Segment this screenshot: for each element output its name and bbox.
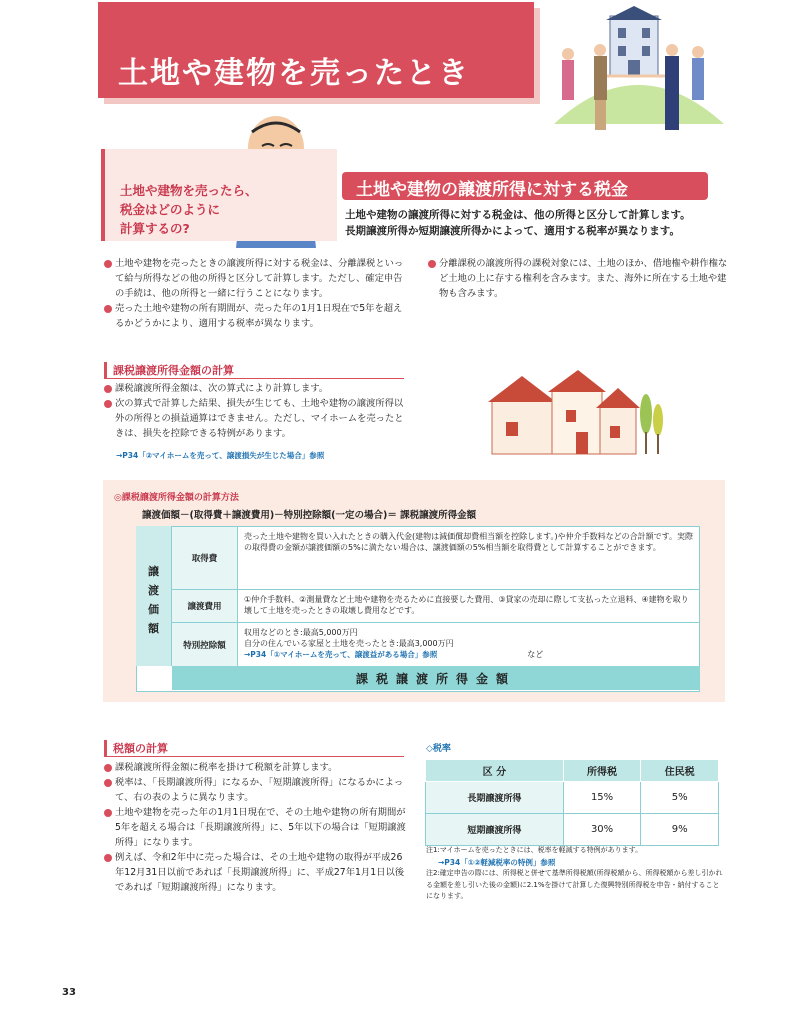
row-text-acquisition: 売った土地や建物を買い入れたときの購入代金(建物は減価償却費相当額を控除します。)や仲介手数料などの合計額です。実際の取得費の金額が譲渡価額の5%に満たない場合は、譲渡価額の5%相当額を取得費として計算することができます。	[244, 532, 693, 552]
tax-bullet: 土地や建物を売った年の1月1日現在で、その土地や建物の所有期間が5年を超える場合は「長期譲渡所得」に、5年以下の場合は「短期譲渡所得」になります。	[104, 805, 410, 850]
tax-heading: 税額の計算	[104, 740, 404, 757]
rate-cell: 長期譲渡所得	[426, 782, 564, 814]
intro-right	[428, 256, 728, 301]
vertical-char: 譲	[148, 565, 159, 578]
handshake-illustration	[548, 6, 728, 140]
row-label-special-deduction: 特別控除額	[172, 623, 238, 666]
section-title: 土地や建物の譲渡所得に対する税金	[356, 180, 628, 200]
intro-bullet: 売った土地や建物の所有期間が、売った年の1月1日現在で5年を超えるかどうかにより、適用する税率が異なります。	[104, 301, 410, 331]
rate-header: 区 分	[426, 760, 564, 782]
page-number: 33	[62, 987, 76, 998]
section-lead	[345, 207, 725, 239]
calc-bullet: 課税譲渡所得金額は、次の算式により計算します。	[104, 381, 410, 396]
rate-header-row	[426, 760, 719, 782]
tax-bullet: 税率は、「長期譲渡所得」になるか、「短期譲渡所得」になるかによって、右の表のように異なります。	[104, 775, 410, 805]
note-reference-link[interactable]: →P34「①②軽減税率の特例」参照	[438, 857, 556, 867]
row-text-transfer-cost: ①仲介手数料、②測量費など土地や建物を売るために直接要した費用、③貸家の売却に際して支払った立退料、④建物を取り壊して土地を売ったときの取壊し費用などです。	[244, 595, 689, 615]
intro-bullet: 土地や建物を売ったときの譲渡所得に対する税金は、分離課税といって給与所得などの他の所得と区分して計算します。ただし、確定申告の手続は、他の所得と一緒に行うことになります。	[104, 256, 410, 301]
rate-cell: 15%	[563, 782, 641, 814]
row-label-transfer-cost: 譲渡費用	[172, 590, 238, 622]
intro-bullet: 分離課税の譲渡所得の課税対象には、土地のほか、借地権や耕作権など土地の上に存する権利を含みます。また、海外に所在する土地や建物も含みます。	[428, 256, 728, 301]
houses-illustration	[486, 370, 666, 456]
lead-line: 長期譲渡所得か短期譲渡所得かによって、適用する税率が異なります。	[345, 225, 680, 237]
rate-cell: 30%	[563, 814, 641, 846]
calc-formula: 譲渡価額－(取得費＋譲渡費用)－特別控除額(一定の場合)＝ 課税譲渡所得金額	[142, 510, 477, 521]
vertical-char: 価	[148, 603, 159, 616]
vertical-label	[136, 526, 172, 666]
calc-reference-link[interactable]: →P34「②マイホームを売って、譲渡損失が生じた場合」参照	[116, 451, 325, 460]
deduction-line: 自分の住んでいる家屋と土地を売ったとき:最高3,000万円	[244, 639, 454, 648]
calc-bullets	[104, 381, 410, 441]
rate-cell: 短期譲渡所得	[426, 814, 564, 846]
rate-header: 住民税	[641, 760, 719, 782]
tax-bullet: 課税譲渡所得金額に税率を掛けて税額を計算します。	[104, 760, 410, 775]
total-bar: 課税譲渡所得金額	[172, 666, 700, 690]
rate-cell: 9%	[641, 814, 719, 846]
rate-notes	[426, 845, 726, 903]
note: 注2:確定申告の際には、所得税と併せて基準所得税額(所得税額から、所得税額から差し引かれる金額を差し引いた後の金額)に2.1%を掛けて計算した復興特別所得税を申告・納付することになります。	[426, 869, 723, 900]
tax-bullets	[104, 760, 410, 895]
intro-left	[104, 256, 410, 331]
deduction-etc: など	[527, 650, 544, 659]
page-title: 土地や建物を売ったとき	[118, 56, 470, 91]
row-text-special-deduction	[244, 627, 694, 660]
deduction-line: 収用などのとき:最高5,000万円	[244, 628, 358, 637]
deduction-reference-link[interactable]: →P34「①マイホームを売って、譲渡益がある場合」参照	[244, 650, 438, 659]
calc-method-title: ◎課税譲渡所得金額の計算方法	[114, 493, 239, 503]
question-line: 土地や建物を売ったら、	[120, 183, 258, 198]
question-text	[120, 181, 270, 238]
row-label-acquisition: 取得費	[172, 527, 238, 589]
rate-title: ◇税率	[426, 744, 451, 754]
vertical-char: 渡	[148, 584, 159, 597]
rate-cell: 5%	[641, 782, 719, 814]
question-line: 計算するの?	[120, 221, 190, 236]
note: 注1:マイホームを売ったときには、税率を軽減する特例があります。	[426, 846, 643, 854]
vertical-char: 額	[148, 622, 159, 635]
question-line: 税金はどのように	[120, 202, 221, 217]
rate-table	[425, 759, 719, 846]
table-divider	[172, 622, 700, 623]
lead-line: 土地や建物の譲渡所得に対する税金は、他の所得と区分して計算します。	[345, 209, 691, 221]
table-divider	[172, 589, 700, 590]
calc-heading: 課税譲渡所得金額の計算	[104, 362, 404, 379]
tax-bullet: 例えば、令和2年中に売った場合は、その土地や建物の取得が平成26年12月31日以前であれば「長期譲渡所得」に、平成27年1月1日以後であれば「短期譲渡所得」になります。	[104, 850, 410, 895]
rate-row	[426, 814, 719, 846]
calc-bullet: 次の算式で計算した結果、損失が生じても、土地や建物の譲渡所得以外の所得との損益通算はできません。ただし、マイホームを売ったときは、損失を控除できる特例があります。	[104, 396, 410, 441]
rate-header: 所得税	[563, 760, 641, 782]
rate-row	[426, 782, 719, 814]
